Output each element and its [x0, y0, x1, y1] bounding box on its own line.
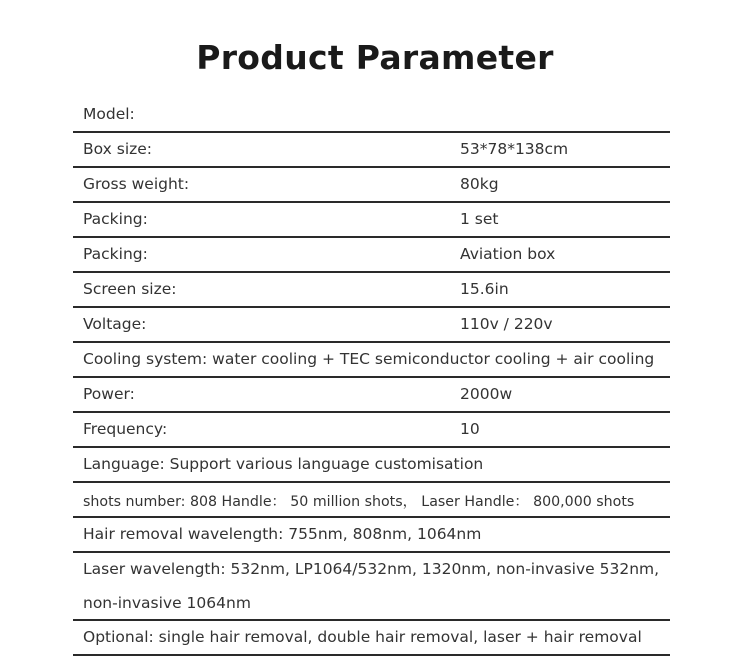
row-label: Power: — [83, 385, 135, 403]
table-row-laser-wavelength — [73, 553, 670, 621]
row-label: Model: — [83, 105, 135, 123]
table-row-cooling-system — [73, 343, 670, 378]
row-value: 1 set — [460, 210, 499, 228]
table-row-gross-weight — [73, 168, 670, 203]
row-text: Cooling system: water cooling + TEC semiconductor cooling + air cooling — [83, 350, 655, 368]
table-row-hair-removal-wavelength — [73, 518, 670, 553]
table-row-packing-type — [73, 238, 670, 273]
row-value: 10 — [460, 420, 480, 438]
row-value: 53*78*138cm — [460, 140, 569, 158]
table-row-shots-number — [73, 483, 670, 518]
row-label: Packing: — [83, 210, 148, 228]
table-row-screen-size — [73, 273, 670, 308]
row-text: Laser wavelength: 532nm, LP1064/532nm, 1320nm, non-invasive 532nm, — [83, 560, 660, 578]
row-label: Frequency: — [83, 420, 168, 438]
row-text: shots number: 808 Handle： 50 million shots， Laser Handle： 800,000 shots — [83, 494, 635, 510]
row-label: Packing: — [83, 245, 148, 263]
row-value: 15.6in — [460, 280, 509, 298]
table-row-power — [73, 378, 670, 413]
row-label: Screen size: — [83, 280, 177, 298]
table-row-box-size — [73, 133, 670, 168]
table-row-packing-quantity — [73, 203, 670, 238]
row-value: 110v / 220v — [460, 315, 553, 333]
row-text: Language: Support various language customisation — [83, 455, 484, 473]
row-label: Gross weight: — [83, 175, 190, 193]
row-text-continuation: non-invasive 1064nm — [83, 594, 251, 612]
table-row-language — [73, 448, 670, 483]
table-row-optional — [73, 621, 670, 656]
row-text: Optional: single hair removal, double hair removal, laser + hair removal — [83, 628, 642, 646]
row-value: Aviation box — [460, 245, 556, 263]
table-row-model — [73, 98, 670, 133]
row-value: 80kg — [460, 175, 499, 193]
row-value: 2000w — [460, 385, 513, 403]
table-row-voltage — [73, 308, 670, 343]
row-label: Box size: — [83, 140, 153, 158]
row-label: Voltage: — [83, 315, 147, 333]
parameter-table — [73, 98, 670, 656]
page-title: Product Parameter — [196, 38, 554, 77]
row-text: Hair removal wavelength: 755nm, 808nm, 1064nm — [83, 525, 482, 543]
table-row-frequency — [73, 413, 670, 448]
